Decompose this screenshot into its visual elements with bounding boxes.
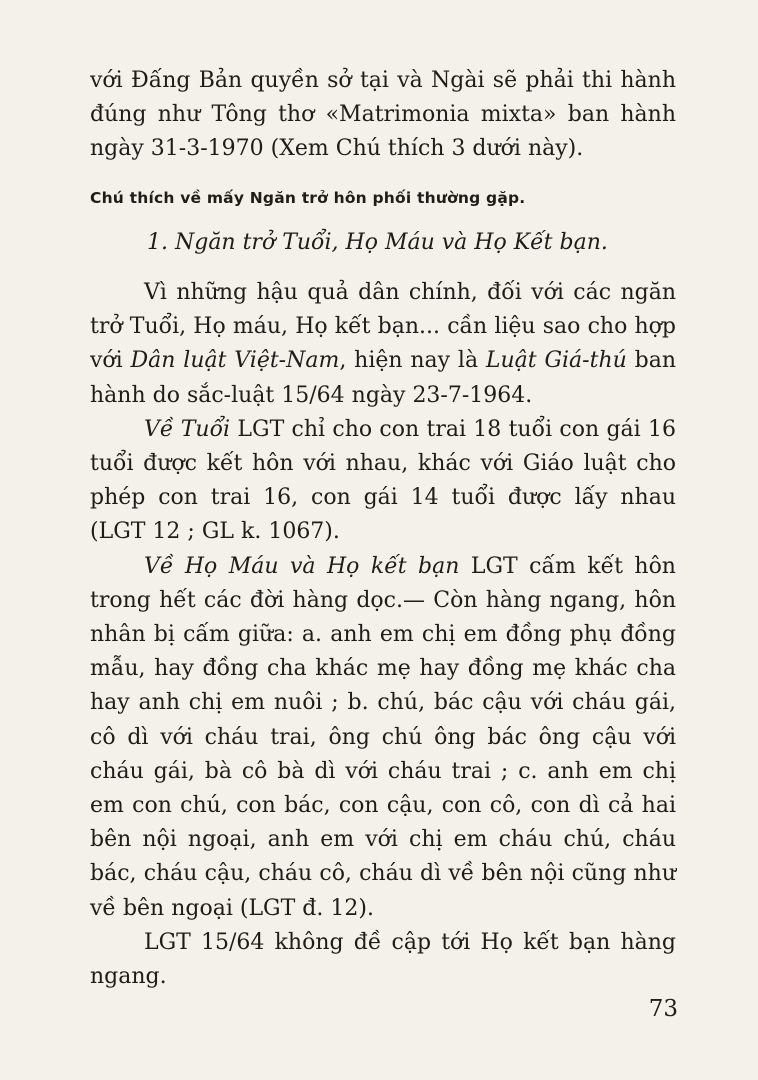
subsection-heading: 1. Ngăn trở Tuổi, Họ Máu và Họ Kết bạn. [147, 230, 608, 255]
paragraph-1-part-3: ban hành do sắc-luật 15/64 ngày 23-7-1964. [90, 348, 676, 408]
paragraph-1-part-2: , hiện nay là [339, 348, 486, 374]
section-heading: Chú thích về mấy Ngăn trở hôn phối thường gặp. [90, 189, 526, 207]
paragraph-3 [90, 550, 676, 926]
paragraph-1-emphasis-2: Luật Giá-thú [485, 348, 627, 374]
paragraph-4: LGT 15/64 không đề cập tới Họ kết bạn hàng ngang. [90, 929, 676, 990]
page-number: 73 [648, 996, 678, 1022]
intro-paragraph [90, 64, 676, 167]
paragraph-3-emphasis-1: Về Họ Máu và Họ kết bạn [144, 553, 460, 579]
paragraph-2 [90, 413, 676, 550]
paragraph-1 [90, 276, 676, 413]
body-text [90, 276, 676, 994]
paragraph-2-part-1: LGT chỉ cho con trai 18 tuổi con gái 16 tuổi được kết hôn với nhau, khác với Giáo luật cho phép con trai 16, con gái 14 tuổi được lấy nhau (LGT 12 ; GL k. 1067). [90, 416, 676, 545]
paragraph-3-part-1: LGT cấm kết hôn trong hết các đời hàng dọc.— Còn hàng ngang, hôn nhân bị cấm giữa: a. anh em chị em đồng phụ đồng mẫu, hay đồng cha khác mẹ hay đồng mẹ khác cha hay anh chị em nuôi ; b. chú, bác cậu với cháu gái, cô dì với cháu trai, ông chú ông bác ông cậu với cháu gái, bà cô bà dì với cháu trai ; c. anh em chị em con chú, con bác, con cậu, con cô, con dì cả hai bên nội ngoại, anh em với chị em cháu chú, cháu bác, cháu cậu, cháu cô, cháu dì về bên nội cũng như về bên ngoại (LGT đ. 12). [90, 553, 676, 921]
intro-text: với Đấng Bản quyền sở tại và Ngài sẽ phải thi hành đúng như Tông thơ «Matrimonia mixta» ban hành ngày 31-3-1970 (Xem Chú thích 3 dưới này). [90, 68, 676, 162]
paragraph-1-part-1: Vì những hậu quả dân chính, đối với các ngăn trở Tuổi, Họ máu, Họ kết bạn... cần liệu sao cho hợp với [90, 280, 676, 374]
paragraph-1-emphasis-1: Dân luật Việt-Nam [130, 348, 340, 374]
paragraph-2-emphasis-1: Về Tuổi [144, 416, 231, 442]
